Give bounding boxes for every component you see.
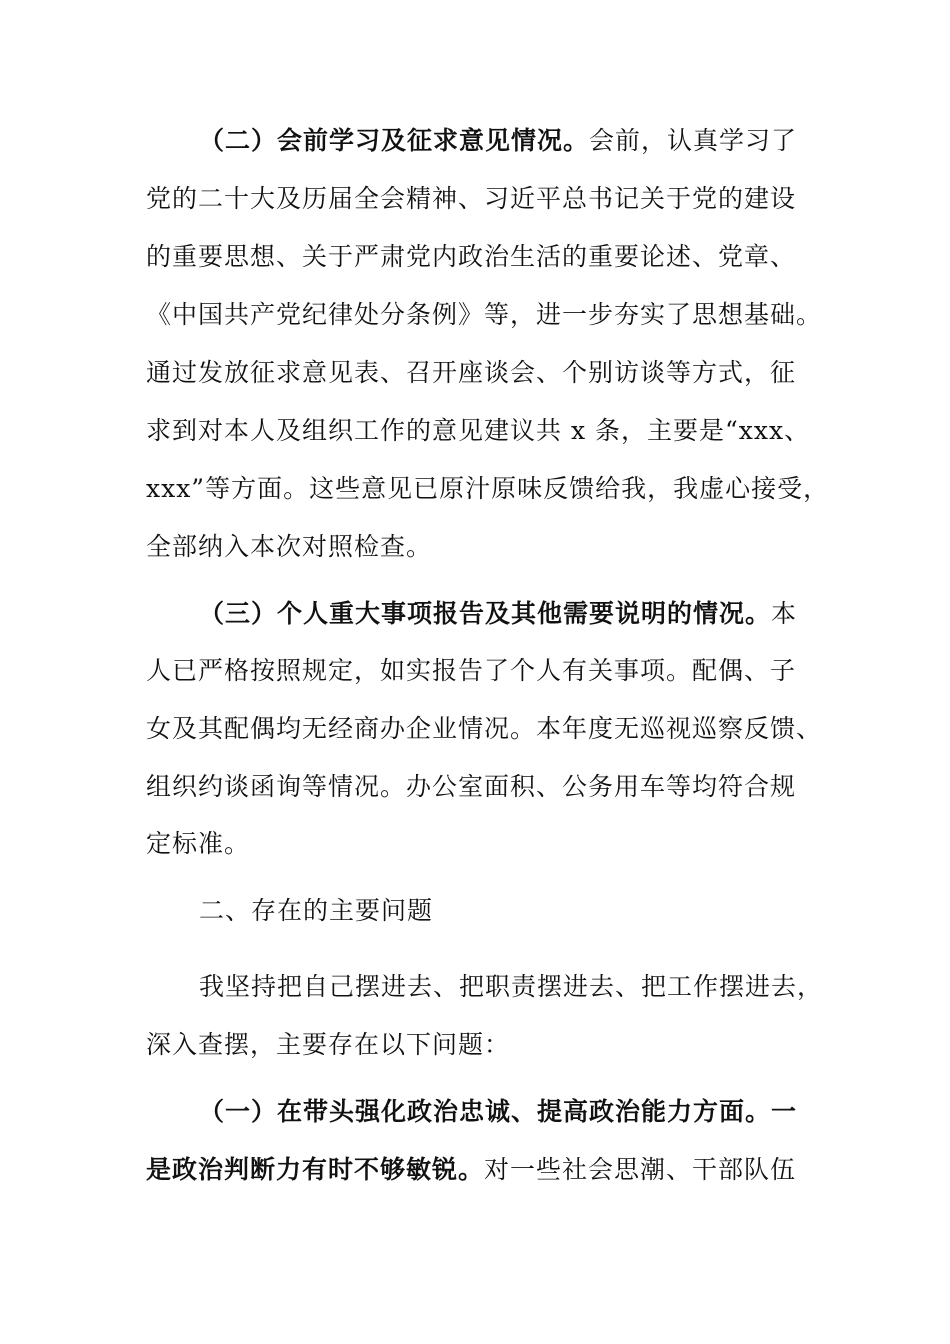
paragraph-line: 《中国共产党纪律处分条例》等，进一步夯实了思想基础。 xyxy=(146,300,823,329)
section-two-title: 二、存在的主要问题 xyxy=(199,896,434,925)
section-2-2-text: 会前，认真学习了 xyxy=(589,126,798,155)
section-2-3-text: 本 xyxy=(771,599,798,628)
paragraph-line: 女及其配偶均无经商办企业情况。本年度无巡视巡察反馈、 xyxy=(146,714,823,743)
paragraph-line: 我坚持把自己摆进去、把职责摆进去、把工作摆进去， xyxy=(199,972,824,1001)
paragraph-line: 组织约谈函询等情况。办公室面积、公务用车等均符合规 xyxy=(146,772,797,801)
paragraph-line: 深入查摆，主要存在以下问题： xyxy=(146,1030,511,1059)
section-2-3-heading: （三）个人重大事项报告及其他需要说明的情况。 xyxy=(199,599,772,628)
paragraph-text: 对一些社会思潮、干部队伍 xyxy=(484,1155,797,1184)
paragraph-line: 党的二十大及历届全会精神、习近平总书记关于党的建设 xyxy=(146,184,797,213)
section-two-1-heading: （一）在带头强化政治忠诚、提高政治能力方面。一 xyxy=(199,1097,798,1126)
bold-phrase: 是政治判断力有时不够敏锐。 xyxy=(146,1155,485,1184)
paragraph-line: 人已严格按照规定，如实报告了个人有关事项。配偶、子 xyxy=(146,656,797,685)
paragraph-2-2-line-1 xyxy=(199,126,797,156)
paragraph-line: 通过发放征求意见表、召开座谈会、个别访谈等方式，征 xyxy=(146,358,797,387)
paragraph-line: 求到对本人及组织工作的意见建议共 x 条，主要是“xxx、 xyxy=(146,416,811,445)
section-2-2-heading: （二）会前学习及征求意见情况。 xyxy=(199,126,590,155)
paragraph-line: 全部纳入本次对照检查。 xyxy=(146,532,433,561)
paragraph-line: 定标准。 xyxy=(146,829,251,858)
paragraph-line: 的重要思想、关于严肃党内政治生活的重要论述、党章、 xyxy=(146,242,797,271)
paragraph-two-1-line-2 xyxy=(146,1155,796,1185)
paragraph-line: xxx”等方面。这些意见已原汁原味反馈给我，我虚心接受， xyxy=(146,474,830,503)
paragraph-2-3-line-1 xyxy=(199,599,797,629)
